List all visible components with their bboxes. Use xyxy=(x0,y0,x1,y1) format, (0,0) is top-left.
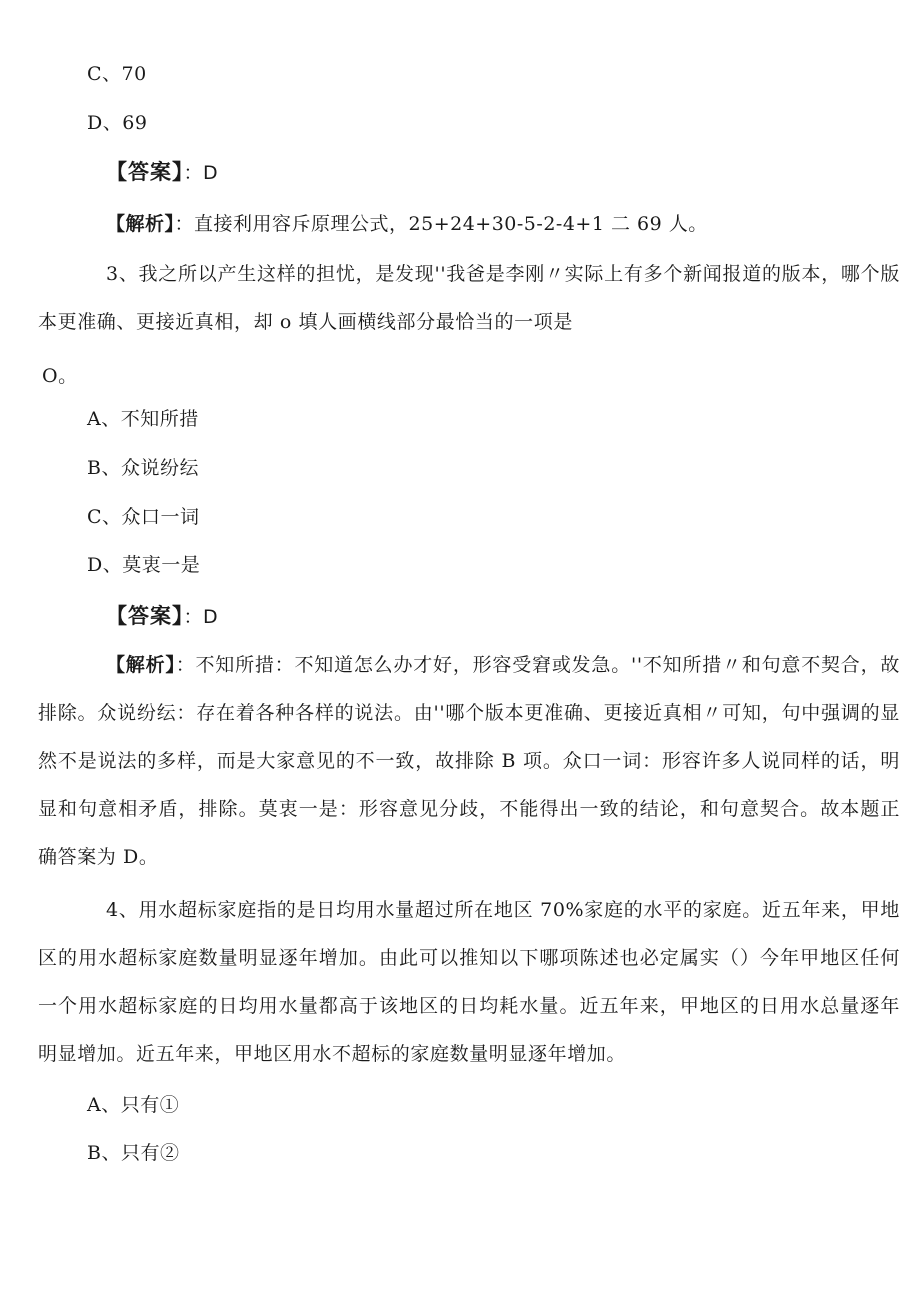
q2-answer xyxy=(106,160,218,185)
answer-value: ：D xyxy=(183,606,219,628)
q2-option-d: D、69 xyxy=(87,112,148,134)
q4-option-a: A、只有① xyxy=(87,1094,180,1116)
answer-label: 【答案】 xyxy=(106,160,184,184)
q3-answer xyxy=(106,604,218,629)
q3-option-c: C、众口一词 xyxy=(87,506,200,528)
analysis-text: ：不知所措：不知道怎么办才好，形容受窘或发急。''不知所措〃和句意不契合，故排除。众说纷纭：存在着各种各样的说法。由''哪个版本更准确、更接近真相〃可知，句中强调的显然不是说法的多样，而是大家意见的不一致，故排除 B 项。众口一词：形容许多人说同样的话，明显和句意相矛盾，排除。莫衷一是：形容意见分歧，不能得出一致的结论，和句意契合。故本题正确答案为 D。 xyxy=(38,654,900,868)
analysis-text: ：直接利用容斥原理公式，25+24+30-5-2-4+1 二 69 人。 xyxy=(174,213,708,235)
q3-analysis xyxy=(38,641,900,881)
analysis-label: 【解析】 xyxy=(106,654,176,676)
answer-value: ：D xyxy=(183,162,219,184)
q4-option-b: B、只有② xyxy=(87,1142,180,1164)
answer-label: 【答案】 xyxy=(106,604,184,628)
q3-option-a: A、不知所措 xyxy=(87,408,199,430)
analysis-label: 【解析】 xyxy=(106,213,175,235)
q3-option-d: D、莫衷一是 xyxy=(87,554,201,576)
q4-stem: 4、用水超标家庭指的是日均用水量超过所在地区 70%家庭的水平的家庭。近五年来，甲地区的用水超标家庭数量明显逐年增加。由此可以推知以下哪项陈述也必定属实（）今年甲地区任何一个用水超标家庭的日均用水量都高于该地区的日均耗水量。近五年来，甲地区的日用水总量逐年明显增加。近五年来，甲地区用水不超标的家庭数量明显逐年增加。 xyxy=(38,899,900,1065)
q3-option-b: B、众说纷纭 xyxy=(87,457,199,479)
q3-stem: 3、我之所以产生这样的担忧，是发现''我爸是李刚〃实际上有多个新闻报道的版本，哪个版本更准确、更接近真相，却 o 填人画横线部分最恰当的一项是 xyxy=(38,263,900,333)
q2-option-c: C、70 xyxy=(87,63,147,85)
q2-analysis xyxy=(106,212,708,236)
q3-stem-tail: O。 xyxy=(42,365,78,387)
